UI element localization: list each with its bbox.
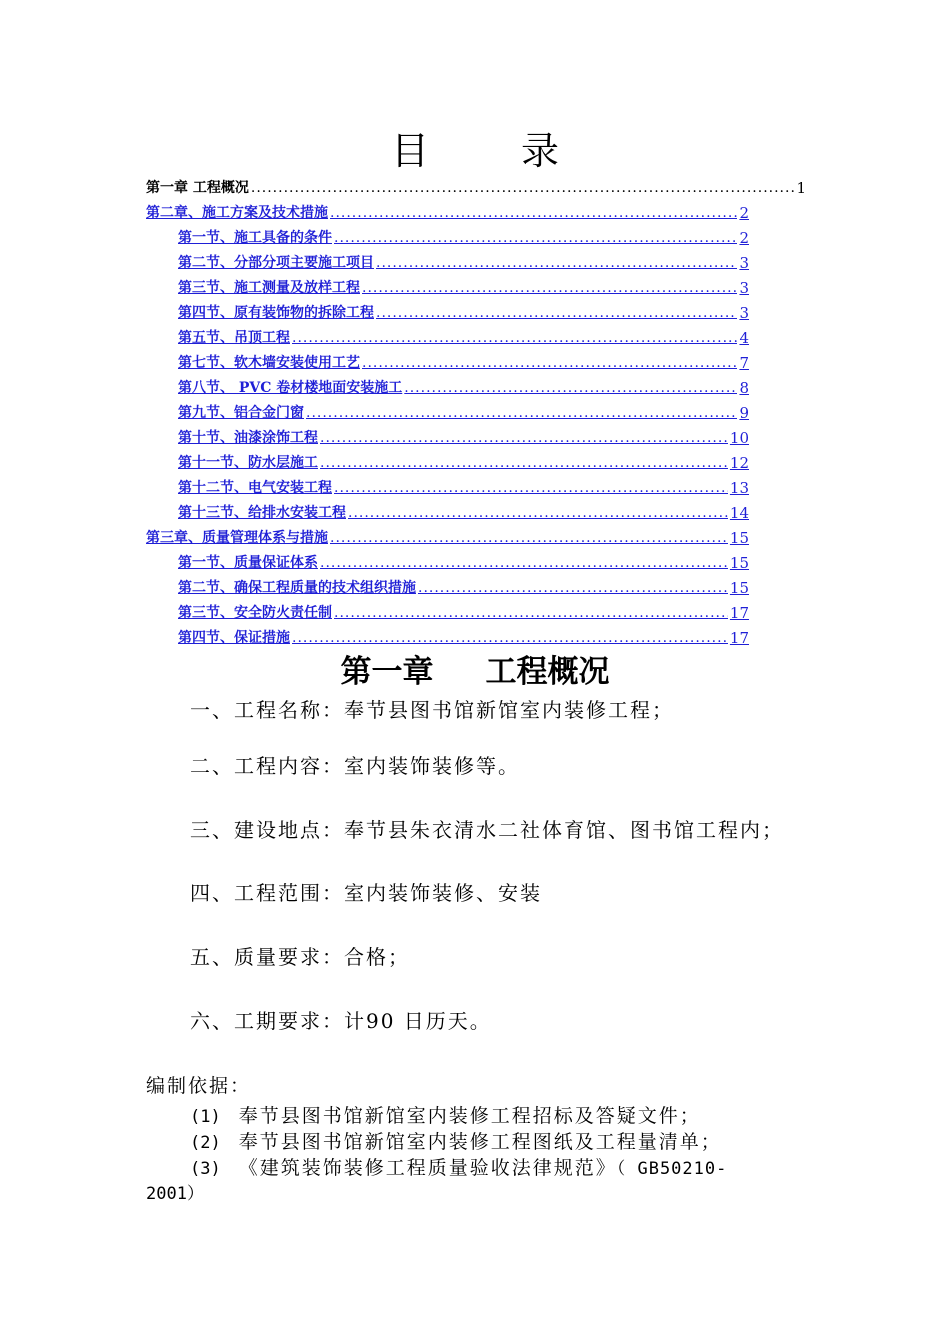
toc-entry-label: 第三节、安全防火责任制 xyxy=(178,605,332,621)
toc-entry-label: 第十一节、防水层施工 xyxy=(178,455,318,471)
toc-leader-dots xyxy=(334,229,737,247)
toc-leader-dots xyxy=(362,354,737,372)
basis-item-text: 奉节县图书馆新馆室内装修工程图纸及工程量清单； xyxy=(238,1131,722,1153)
overview-item: 二、工程内容：室内装饰装修等。 xyxy=(190,754,520,778)
toc-entry-label: 第十节、油漆涂饰工程 xyxy=(178,430,318,446)
toc-entry-page: 4 xyxy=(739,329,749,347)
toc-leader-dots xyxy=(376,304,737,322)
toc-entry-label: 第十二节、电气安装工程 xyxy=(178,480,332,496)
basis-item-code: （ GB50210- xyxy=(616,1159,728,1179)
toc-entry-label: 第一节、质量保证体系 xyxy=(178,555,318,571)
toc-entry-page: 10 xyxy=(729,429,749,447)
toc-entry-page: 1 xyxy=(796,179,806,197)
basis-item-text: 奉节县图书馆新馆室内装修工程招标及答疑文件； xyxy=(238,1105,701,1127)
toc-entry-label: 第七节、软木墙安装使用工艺 xyxy=(178,355,360,371)
overview-item: 一、工程名称：奉节县图书馆新馆室内装修工程； xyxy=(190,698,674,722)
toc-entry[interactable] xyxy=(178,475,749,497)
toc-entry-label: 第四节、原有装饰物的拆除工程 xyxy=(178,305,374,321)
basis-item-text: 《建筑装饰装修工程质量验收法律规范》 xyxy=(238,1157,617,1179)
toc-entry[interactable] xyxy=(178,600,749,622)
chapter-title xyxy=(0,650,950,694)
toc-entry[interactable] xyxy=(146,175,806,197)
toc-entry[interactable] xyxy=(178,225,749,247)
toc-entry-page: 15 xyxy=(729,529,749,547)
toc-entry[interactable] xyxy=(178,250,749,272)
basis-item-number: (3) xyxy=(190,1159,221,1179)
toc-leader-dots xyxy=(292,629,728,647)
toc-entry-page: 7 xyxy=(739,354,749,372)
toc-entry-label: 第四节、保证措施 xyxy=(178,630,290,646)
toc-entry-page: 13 xyxy=(729,479,749,497)
toc-entry-page: 2 xyxy=(739,229,749,247)
toc-entry-page: 3 xyxy=(739,279,749,297)
toc-title: 目 录 xyxy=(390,129,600,173)
toc-entry[interactable] xyxy=(178,375,749,397)
toc-entry[interactable] xyxy=(178,575,749,597)
toc-entry-page: 2 xyxy=(739,204,749,222)
toc-entry-label: 第二节、分部分项主要施工项目 xyxy=(178,255,374,271)
toc-entry[interactable] xyxy=(178,625,749,647)
toc-entry-page: 12 xyxy=(729,454,749,472)
basis-continuation: 2001） xyxy=(146,1184,204,1204)
toc-leader-dots xyxy=(334,604,728,622)
toc-leader-dots xyxy=(306,404,737,422)
toc-entry[interactable] xyxy=(178,450,749,472)
toc-entry[interactable] xyxy=(146,200,749,222)
toc-entry-page: 15 xyxy=(729,554,749,572)
toc-entry-page: 9 xyxy=(739,404,749,422)
toc-leader-dots xyxy=(362,279,737,297)
toc-entry-label: 第三节、施工测量及放样工程 xyxy=(178,280,360,296)
basis-item-number: (1) xyxy=(190,1107,221,1127)
toc-entry[interactable] xyxy=(178,350,749,372)
toc-entry[interactable] xyxy=(178,400,749,422)
toc-entry[interactable] xyxy=(178,425,749,447)
toc-entry-label: 第一章 工程概况 xyxy=(146,180,249,196)
toc-entry[interactable] xyxy=(178,275,749,297)
overview-item: 三、建设地点：奉节县朱衣清水二社体育馆、图书馆工程内； xyxy=(190,818,784,842)
toc-entry-page: 8 xyxy=(739,379,749,397)
overview-item: 五、质量要求：合格； xyxy=(190,945,410,969)
toc-entry-page: 15 xyxy=(729,579,749,597)
toc-entry[interactable] xyxy=(178,550,749,572)
chapter-name: 工程概况 xyxy=(485,654,610,690)
toc-entry-page: 14 xyxy=(729,504,749,522)
toc-leader-dots xyxy=(334,479,728,497)
toc-entry-label: 第八节、 PVC 卷材楼地面安装施工 xyxy=(178,380,403,396)
toc-leader-dots xyxy=(292,329,737,347)
toc-leader-dots xyxy=(404,379,737,397)
toc-entry[interactable] xyxy=(178,300,749,322)
toc-entry-label: 第九节、铝合金门窗 xyxy=(178,405,304,421)
overview-item: 四、工程范围：室内装饰装修、安装 xyxy=(190,881,542,905)
toc-entry[interactable] xyxy=(178,500,749,522)
toc-entry-label: 第一节、施工具备的条件 xyxy=(178,230,332,246)
toc-leader-dots xyxy=(330,529,728,547)
toc-entry-label: 第二节、确保工程质量的技术组织措施 xyxy=(178,580,416,596)
toc-leader-dots xyxy=(348,504,728,522)
basis-item-number: (2) xyxy=(190,1133,221,1153)
toc-entry-page: 3 xyxy=(739,304,749,322)
toc-entry-label: 第三章、质量管理体系与措施 xyxy=(146,530,328,546)
overview-item: 六、工期要求：计90 日历天。 xyxy=(190,1009,492,1033)
toc-leader-dots xyxy=(251,179,795,197)
toc-entry-label: 第十三节、给排水安装工程 xyxy=(178,505,346,521)
toc-leader-dots xyxy=(418,579,728,597)
toc-leader-dots xyxy=(320,454,728,472)
toc-leader-dots xyxy=(376,254,737,272)
toc-entry-page: 17 xyxy=(729,629,749,647)
toc-leader-dots xyxy=(330,204,737,222)
basis-item xyxy=(190,1103,701,1130)
basis-heading: 编制依据： xyxy=(146,1075,252,1097)
basis-item xyxy=(190,1129,722,1156)
toc-leader-dots xyxy=(320,554,728,572)
toc-entry-label: 第二章、施工方案及技术措施 xyxy=(146,205,328,221)
basis-item xyxy=(190,1155,727,1182)
toc-entry[interactable] xyxy=(146,525,749,547)
toc-entry[interactable] xyxy=(178,325,749,347)
toc-entry-page: 3 xyxy=(739,254,749,272)
toc-leader-dots xyxy=(320,429,728,447)
chapter-number: 第一章 xyxy=(340,654,434,690)
toc-entry-page: 17 xyxy=(729,604,749,622)
toc-entry-label: 第五节、吊顶工程 xyxy=(178,330,290,346)
